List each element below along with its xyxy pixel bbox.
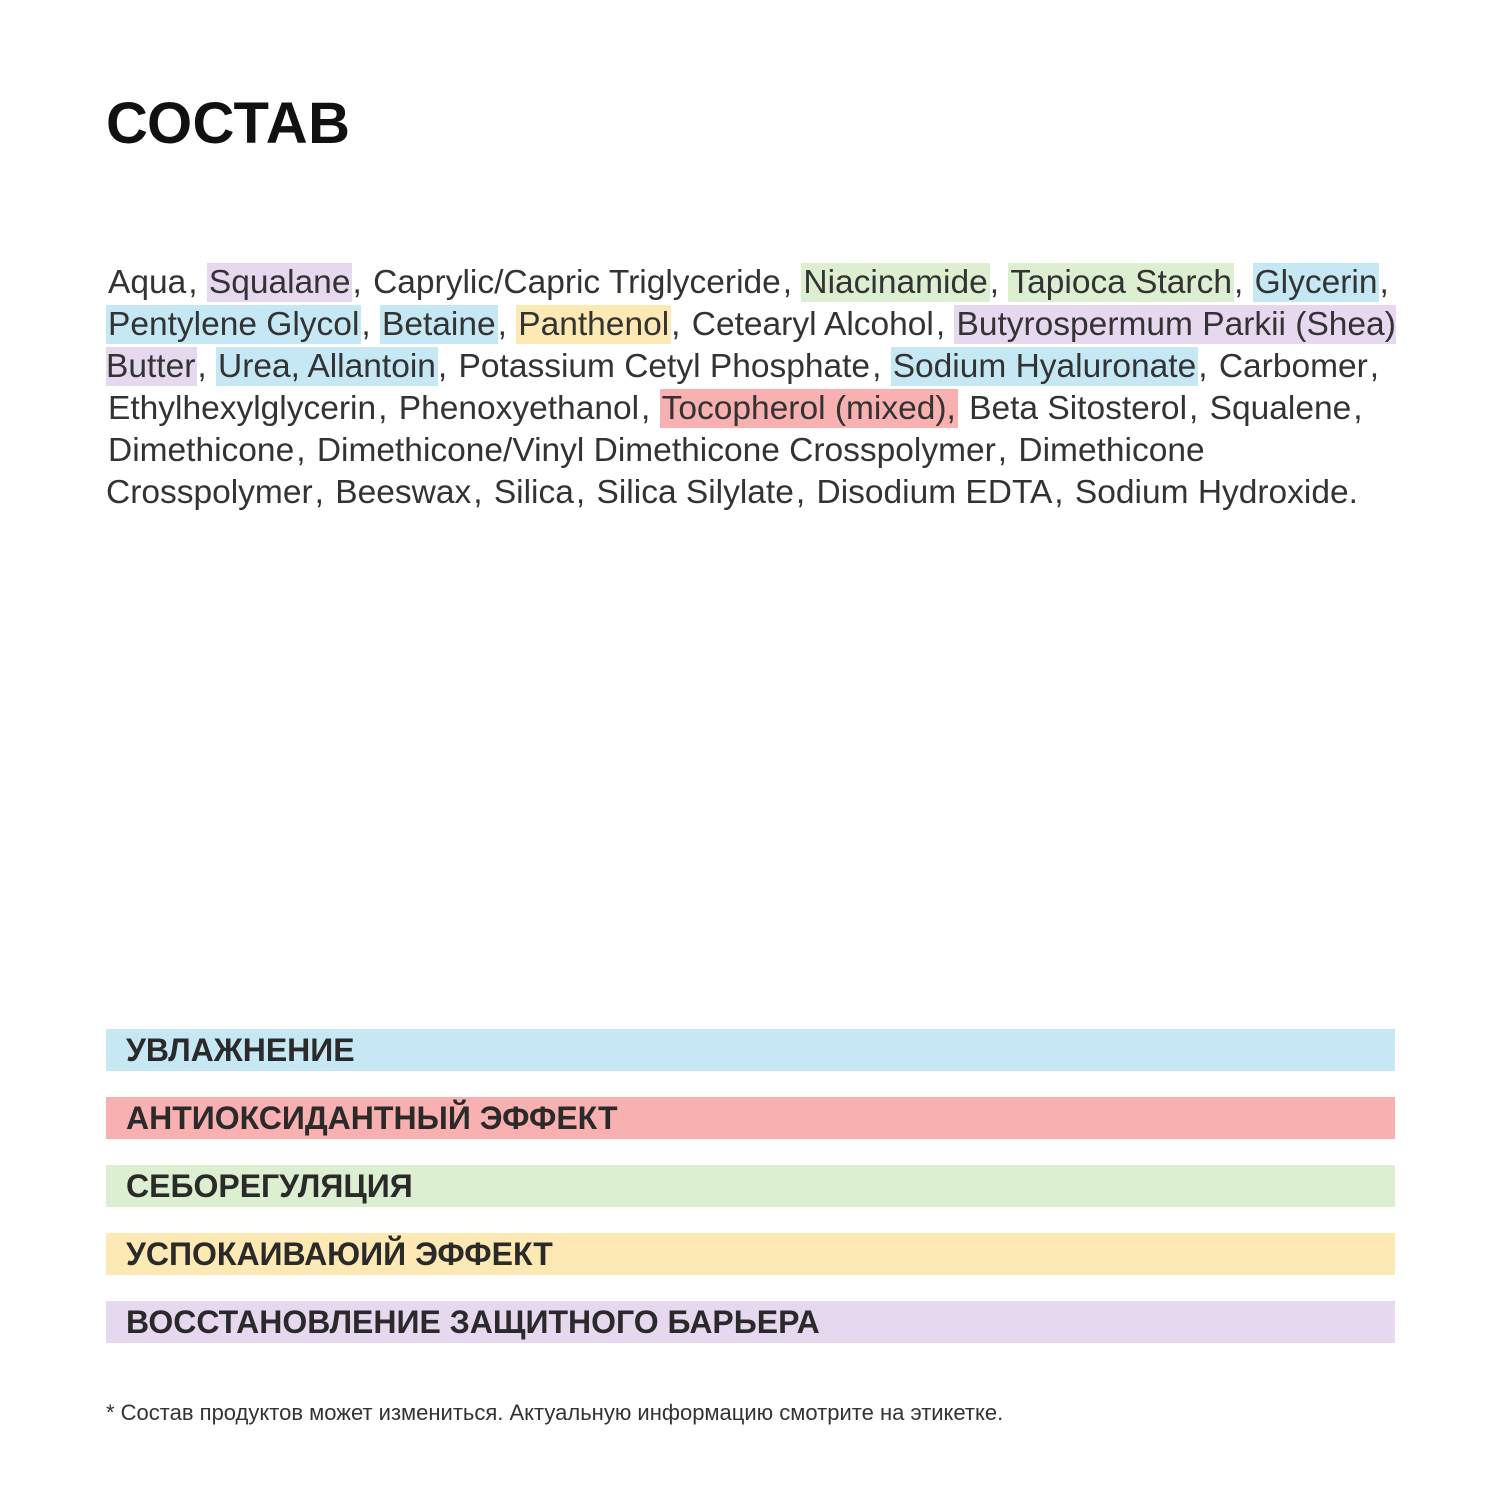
ingredient: Pentylene Glycol [108,306,360,343]
ingredient: Dimethicone/Vinyl Dimethicone Crosspolymer [316,432,996,469]
ingredient: Betaine [382,306,496,343]
legend-item-yellow: УСПОКАИВАЮИЙ ЭФФЕКТ [106,1233,1395,1275]
legend-item-blue: УВЛАЖНЕНИЕ [106,1029,1395,1071]
ingredient: Cetearyl Alcohol [691,306,934,343]
legend-item-green: СЕБОРЕГУЛЯЦИЯ [106,1165,1395,1207]
ingredient: Disodium EDTA [816,474,1053,511]
ingredient: Sodium Hydroxide. [1074,474,1358,511]
ingredient: Dimethicone [108,432,295,469]
ingredient: Squalane [208,264,351,301]
ingredient: Tocopherol (mixed), [661,390,956,427]
ingredient: Ethylhexylglycerin [108,390,377,427]
ingredient: Silica Silylate [596,474,794,511]
legend [106,1029,1395,1343]
ingredient: Glycerin [1254,264,1378,301]
ingredient: Butyrospermum Parkii (Shea) Butter [106,306,1396,385]
ingredient: Caprylic/Capric Triglyceride [373,264,781,301]
ingredient: Beta Sitosterol [969,390,1188,427]
legend-item-red: АНТИОКСИДАНТНЫЙ ЭФФЕКТ [106,1097,1395,1139]
footnote: * Состав продуктов может измениться. Актуальную информацию смотрите на этикетке. [106,1400,1004,1425]
ingredient: Urea, Allantoin [218,348,436,385]
ingredient: Niacinamide [803,264,988,301]
ingredient: Potassium Cetyl Phosphate [458,348,871,385]
ingredient: Sodium Hyaluronate [892,348,1197,385]
ingredient: Beeswax [335,474,472,511]
ingredient: Aqua [108,264,187,301]
ingredient: Tapioca Starch [1010,264,1232,301]
ingredient: Carbomer [1218,348,1368,385]
legend-item-purple: ВОССТАНОВЛЕНИЕ ЗАЩИТНОГО БАРЬЕРА [106,1301,1395,1343]
ingredient: Squalene [1209,390,1352,427]
page-title: СОСТАВ [106,91,351,156]
ingredients-list: Aqua, Squalane, Caprylic/Capric Triglyceride, Niacinamide, Tapioca Starch, Glycerin, Pentylene Glycol, Betaine, Panthenol, Cetearyl Alcohol, Butyrospermum Parkii (Shea) Butter, Urea, Allantoin, Potassium Cetyl Phosphate, Sodium Hyaluronate, Carbomer, Ethylhexylglycerin, Phenoxyethanol, Tocopherol (mixed), Beta Sitosterol, Squalene, Dimethicone, Dimethicone/Vinyl Dimethicone Crosspolymer, Dimethicone Crosspolymer, Beeswax, Silica, Silica Silylate, Disodium EDTA, Sodium Hydroxide. [106,264,1396,511]
ingredient: Silica [493,474,574,511]
ingredient: Phenoxyethanol [398,390,640,427]
ingredient: Panthenol [518,306,670,343]
ingredient: Dimethicone Crosspolymer [106,432,1205,511]
